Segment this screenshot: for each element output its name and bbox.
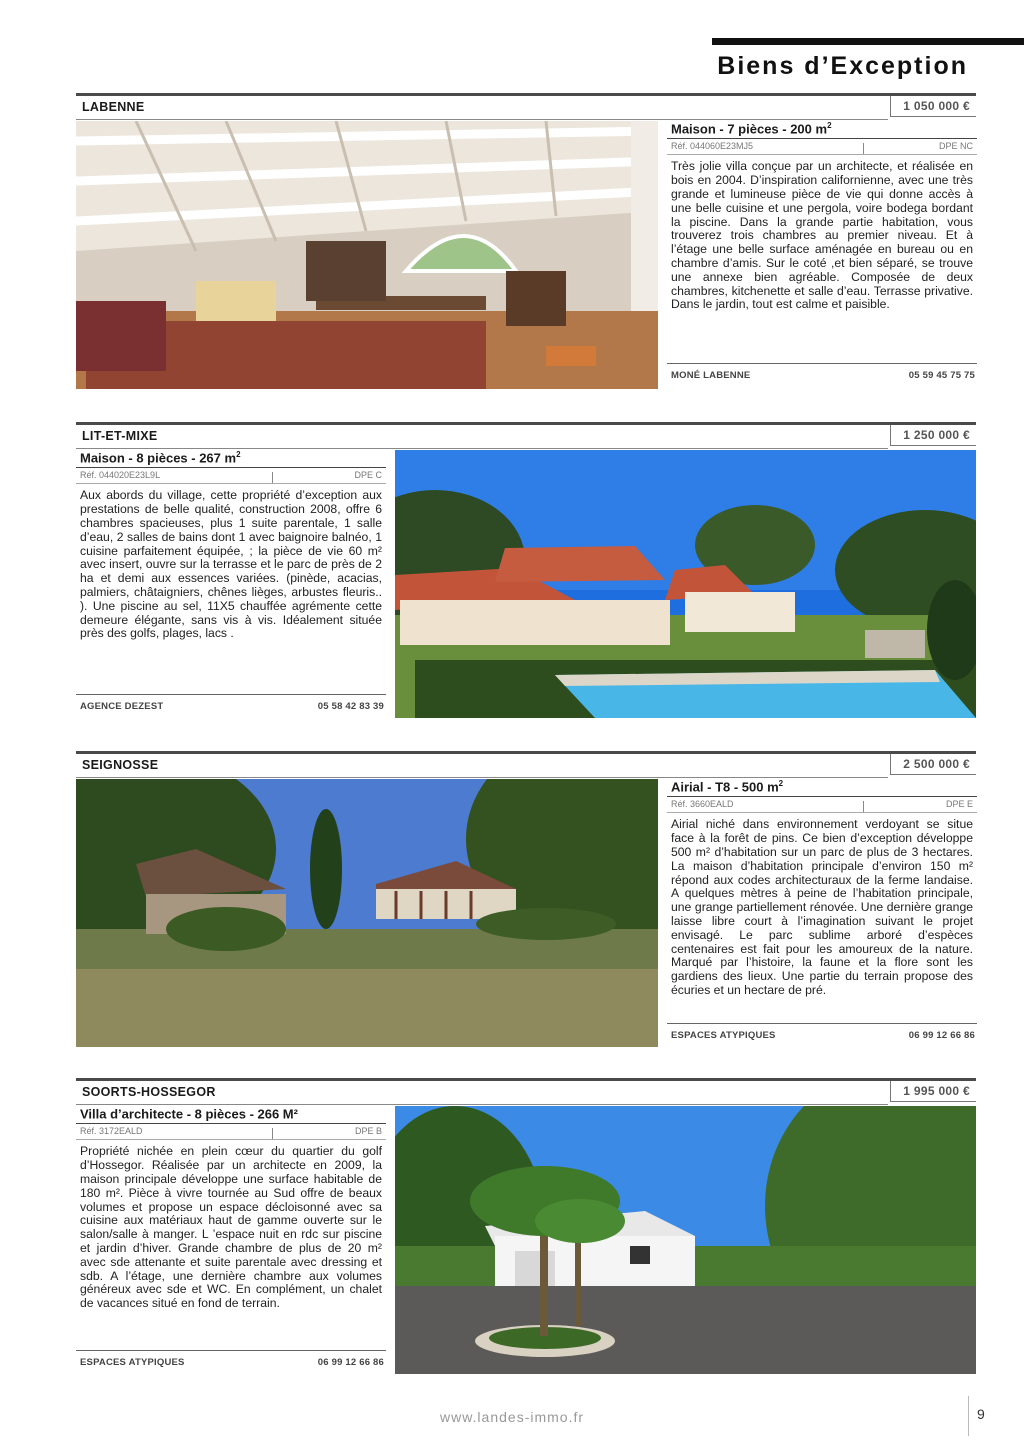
divider <box>863 801 864 812</box>
listing-header <box>76 422 976 449</box>
listing-info <box>76 1104 386 1311</box>
listing-title: Villa d’architecte - 8 pièces - 266 M² <box>76 1104 386 1124</box>
listing-ref-row <box>667 797 977 813</box>
listing-photo <box>395 1106 976 1374</box>
listing-description: Très jolie villa conçue par un architecte, et réalisée en bois en 2004. D’inspiration californienne, avec une très grande et lumineuse pièce de vie qui donne accès à une belle cuisine et une pergola, voire bodega bordant la piscine. Dans la grande partie habitation, vous trouverez trois chambres au premier niveau. Et à l’étage une belle surface aménagée en bureau ou en chambre d’amis. Sur le coté ,et bien séparé, se trouve une annexe bien agréable. Composée de deux chambres, kitchenette et salle d’eau. Terrasse privative. Dans le jardin, tout est calme et paisible. <box>671 159 973 312</box>
divider <box>863 143 864 154</box>
listing-title: Maison - 7 pièces - 200 $m^2$ <box>667 119 977 139</box>
listing-photo <box>76 121 658 389</box>
listing-city: LIT-ET-MIXE <box>82 429 158 443</box>
agency-phone: 06 99 12 66 86 <box>317 1357 384 1368</box>
listing-title: Maison - 8 pièces - 267 $m^2$ <box>76 448 386 468</box>
listing-dpe: DPE B <box>354 1126 382 1137</box>
listing-ref: Réf. 044020E23L9L <box>80 470 161 481</box>
listing-dpe: DPE NC <box>938 141 973 152</box>
listing-description: Propriété nichée en plein cœur du quartier du golf d’Hossegor. Réalisée par un architecte en 2009, la maison principale développe une surface habitable de 180 m². Pièce à vivre tournée au Sud offre de beaux volumes et propose un espace décloisonné avec sa cuisine aux matériaux haut de gamme ouverte sur le salon/salle à manger. L ’espace nuit en rdc sur piscine et jardin d’hiver. Grande chambre de plus de 20 m² avec sde attenante et suite parentale avec dressing et sdb. A l’étage, une dernière chambre aux volumes généreux avec sde et WC. En complément, un chalet de vacances situé en fond de terrain. <box>80 1144 382 1311</box>
listing-photo <box>395 450 976 718</box>
listing-info <box>76 448 386 641</box>
header-bar <box>712 38 1024 45</box>
listing-photo <box>76 779 658 1047</box>
listing-ref-row <box>667 139 977 155</box>
listing-price: 1 050 000 € <box>890 96 976 117</box>
listing-info <box>667 119 977 312</box>
agency-name: ESPACES ATYPIQUES <box>671 1030 776 1041</box>
listing-city: SEIGNOSSE <box>82 758 159 772</box>
listing-labenne <box>76 93 976 393</box>
agency-phone: 05 58 42 83 39 <box>317 701 384 712</box>
listing-header <box>76 751 976 778</box>
listing-agency <box>667 363 977 384</box>
page-title: Biens d’Exception <box>717 52 968 80</box>
agency-name: AGENCE DEZEST <box>80 701 164 712</box>
listing-ref-row <box>76 468 386 484</box>
agency-phone: 05 59 45 75 75 <box>908 370 975 381</box>
agency-name: MONÉ LABENNE <box>671 370 751 381</box>
listing-header <box>76 1078 976 1105</box>
listing-info <box>667 777 977 998</box>
listing-seignosse <box>76 751 976 1051</box>
listing-lit-et-mixe <box>76 422 976 722</box>
listing-ref-row <box>76 1124 386 1140</box>
listing-description: Airial niché dans environnement verdoyant se situe face à la forêt de pins. Ce bien d’exception développe 500 m² d’habitation sur un parc de plus de 3 hectares. La maison d’habitation principale d’environ 150 m² répond aux codes architecturaux de la ferme landaise. A quelques mètres à peine de l’habitation principale, une grange partiellement rénovée. Une dernière grange laisse libre court à l’imagination suivant le projet envisagé. Le parc sublime arboré d’espèces centenaires est fait pour les amoureux de la nature. Marqué par l’histoire, la faune et la flore sont les gardiens des lieux. Une partie du terrain propose des écuries et un hectare de pré. <box>671 817 973 997</box>
listing-city: SOORTS-HOSSEGOR <box>82 1085 216 1099</box>
listing-agency <box>667 1023 977 1044</box>
listing-price: 2 500 000 € <box>890 754 976 775</box>
listing-price: 1 250 000 € <box>890 425 976 446</box>
listing-dpe: DPE E <box>945 799 973 810</box>
listing-soorts-hossegor <box>76 1078 976 1378</box>
listing-description: Aux abords du village, cette propriété d’exception aux prestations de belle qualité, construction 2008, offre 6 chambres spacieuses, plus 1 suite parentale, 1 salle d’eau, 2 salles de bains dont 1 avec baignoire balnéo, 1 cuisine parfaitement équipée, ; la pièce de vie 60 m² avec insert, ouvre sur la terrasse et le parc de près de 2 ha et demi aux essences variées. (pinède, acacias, palmiers, châtaigniers, chênes lièges, arbustes fleuris.. ). Une piscine au sel, 11X5 chauffée agrémente cette demeure élégante, sans vis à vis. Idéalement située près des golfs, plages, lacs . <box>80 488 382 641</box>
divider <box>272 1128 273 1139</box>
footer-url[interactable]: www.landes-immo.fr <box>439 1409 585 1425</box>
listing-ref: Réf. 3172EALD <box>80 1126 143 1137</box>
listing-agency <box>76 1350 386 1371</box>
listing-ref: Réf. 044060E23MJ5 <box>671 141 754 152</box>
listing-price: 1 995 000 € <box>890 1081 976 1102</box>
page-number: 9 <box>968 1396 992 1436</box>
divider <box>272 472 273 483</box>
agency-phone: 06 99 12 66 86 <box>908 1030 975 1041</box>
listing-ref: Réf. 3660EALD <box>671 799 734 810</box>
listing-title: Airial - T8 - 500 $m^2$ <box>667 777 977 797</box>
listing-agency <box>76 694 386 715</box>
listing-header <box>76 93 976 120</box>
listing-dpe: DPE C <box>354 470 382 481</box>
listing-city: LABENNE <box>82 100 145 114</box>
agency-name: ESPACES ATYPIQUES <box>80 1357 185 1368</box>
